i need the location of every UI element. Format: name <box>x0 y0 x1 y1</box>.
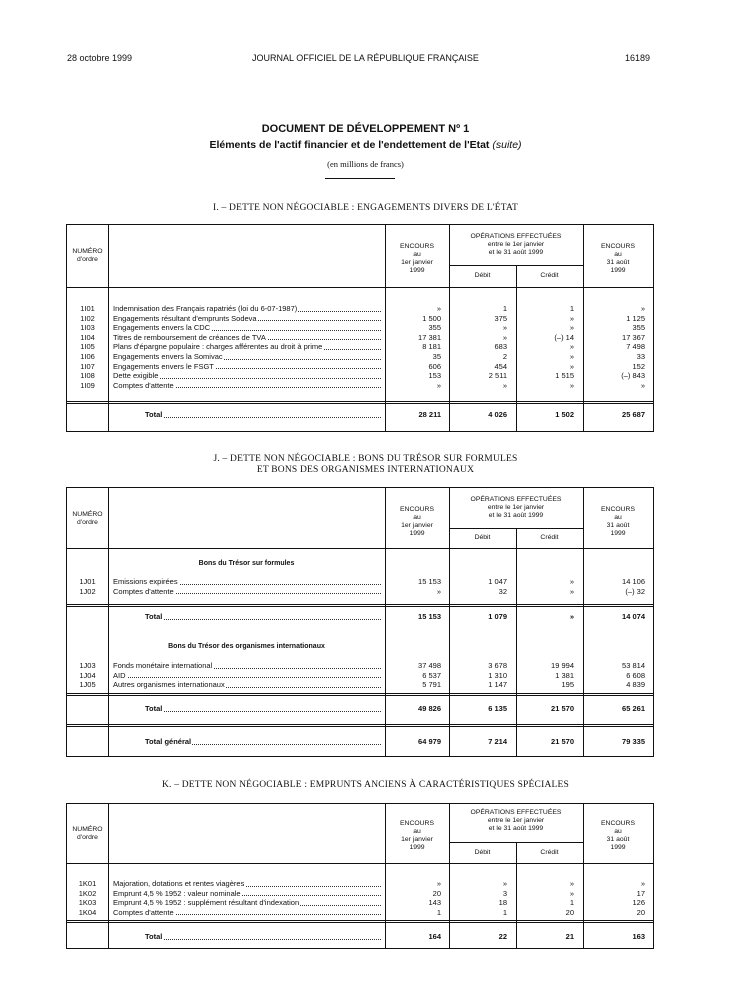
row-label: Emprunt 4,5 % 1952 : valeur nominale <box>113 889 381 899</box>
cell-end: 20 <box>636 907 645 917</box>
cell-credit: 1 381 <box>555 670 574 680</box>
total-start: 28 211 <box>418 410 441 419</box>
total-debit: 7 214 <box>488 737 507 746</box>
total-credit: 21 <box>565 932 574 941</box>
cell-start: 15 153 <box>418 577 441 586</box>
cell-end: » <box>640 304 645 313</box>
cell-start: 1 <box>436 907 441 917</box>
cell-debit: » <box>502 332 507 342</box>
cell-start: 17 381 <box>418 332 441 342</box>
cell-start: 5 791 <box>422 680 441 690</box>
cell-end: 17 367 <box>622 332 645 342</box>
total-start: 64 979 <box>418 737 441 746</box>
header-numero: NUMÉRO d'ordre <box>72 826 103 841</box>
cell-start: » <box>436 304 441 313</box>
header-encours-end: ENCOURS au 31 août 1999 <box>601 243 635 274</box>
cell-start: 8 181 <box>422 342 441 352</box>
header-operations: OPÉRATIONS EFFECTUÉES entre le 1er janvier et le 31 août 1999 <box>470 233 562 256</box>
section-k-title: K. – DETTE NON NÉGOCIABLE : EMPRUNTS ANCIENS À CARACTÉRISTIQUES SPÉCIALES <box>161 780 569 790</box>
cell-end: 17 <box>636 888 645 898</box>
cell-start: 6 537 <box>422 670 441 680</box>
row-code: 1I03 <box>80 323 95 333</box>
total-label: Total <box>145 704 381 714</box>
header-debit: Débit <box>474 849 491 856</box>
total-start: 15 153 <box>418 612 441 621</box>
cell-debit: » <box>502 380 507 390</box>
cell-credit: 1 <box>569 304 574 313</box>
row-code: 1K02 <box>78 888 97 898</box>
cell-start: 20 <box>432 888 441 898</box>
row-code: 1I01 <box>80 304 95 313</box>
section-j-title: J. – DETTE NON NÉGOCIABLE : BONS DU TRÉSOR SUR FORMULES ET BONS DES ORGANISMES INTERNATIONAUX <box>213 454 518 475</box>
row-code: 1I04 <box>80 332 95 342</box>
cell-end: 53 814 <box>622 661 645 670</box>
cell-end: 33 <box>636 352 645 361</box>
header-page-number: 16189 <box>624 53 650 63</box>
header-credit: Crédit <box>540 272 559 279</box>
header-encours-start: ENCOURS au 1er janvier 1999 <box>400 243 434 274</box>
cell-credit: 1 <box>569 898 574 908</box>
cell-credit: » <box>569 888 574 898</box>
row-code: 1J02 <box>79 586 96 596</box>
cell-debit: 3 678 <box>488 661 507 670</box>
cell-credit: » <box>569 361 574 371</box>
row-code: 1I06 <box>80 352 95 361</box>
row-label: Engagements résultant d'emprunts Sodeva <box>113 314 381 324</box>
row-label: Majoration, dotations et rentes viagères <box>113 879 381 889</box>
cell-debit: 1 <box>502 907 507 917</box>
header-debit: Débit <box>474 534 491 541</box>
cell-start: 35 <box>432 352 441 361</box>
cell-end: » <box>640 879 645 888</box>
cell-credit: 19 994 <box>551 661 574 670</box>
group-heading-formules: Bons du Trésor sur formules <box>198 560 295 567</box>
row-label: Plans d'épargne populaire : charges afférentes au droit à prime <box>113 342 381 352</box>
header-credit: Crédit <box>540 534 559 541</box>
row-label: Engagements envers la CDC <box>113 323 381 333</box>
cell-debit: 375 <box>494 313 507 323</box>
row-code: 1I05 <box>80 342 95 352</box>
cell-credit: » <box>569 586 574 596</box>
total-label: Total <box>145 932 381 942</box>
cell-credit: (–) 14 <box>554 332 574 342</box>
total-debit: 4 026 <box>488 410 507 419</box>
total-debit: 22 <box>498 932 507 941</box>
total-credit: 1 502 <box>555 410 574 419</box>
header-date: 28 octobre 1999 <box>67 53 133 63</box>
cell-credit: » <box>569 313 574 323</box>
total-end: 79 335 <box>622 737 645 746</box>
cell-start: 355 <box>428 323 441 333</box>
cell-debit: 18 <box>498 898 507 908</box>
cell-end: » <box>640 380 645 390</box>
row-label: Comptes d'attente <box>113 381 381 391</box>
document-title: DOCUMENT DE DÉVELOPPEMENT Nº 1 <box>261 123 470 135</box>
cell-end: 6 608 <box>626 670 645 680</box>
row-label: Comptes d'attente <box>113 587 381 597</box>
row-code: 1J01 <box>79 577 96 586</box>
total-end: 163 <box>632 932 645 941</box>
cell-credit: 195 <box>561 680 574 690</box>
cell-start: 1 500 <box>422 313 441 323</box>
cell-credit: 1 515 <box>555 371 574 381</box>
section-i-table <box>66 224 654 432</box>
group-heading-organismes: Bons du Trésor des organismes internationaux <box>168 643 325 650</box>
row-code: 1J03 <box>79 661 96 670</box>
cell-debit: 3 <box>502 888 507 898</box>
cell-start: 606 <box>428 361 441 371</box>
document-subtitle: Eléments de l'actif financier et de l'endettement de l'Etat (suite) <box>209 139 522 151</box>
cell-credit: » <box>569 577 574 586</box>
cell-debit: » <box>502 323 507 333</box>
cell-debit: 1 <box>502 304 507 313</box>
cell-end: 152 <box>632 361 645 371</box>
row-label: Emprunt 4,5 % 1952 : supplément résultant d'indexation <box>113 898 381 908</box>
cell-debit: 1 310 <box>488 670 507 680</box>
cell-debit: 454 <box>494 361 507 371</box>
cell-end: 4 839 <box>626 680 645 690</box>
cell-credit: » <box>569 342 574 352</box>
row-label: Autres organismes internationaux <box>113 680 381 690</box>
row-label: AID <box>113 671 381 681</box>
header-credit: Crédit <box>540 849 559 856</box>
total-start: 164 <box>428 932 441 941</box>
total-label: Total général <box>145 737 381 747</box>
total-end: 14 074 <box>622 612 645 621</box>
cell-start: » <box>436 586 441 596</box>
cell-start: » <box>436 879 441 888</box>
cell-credit: » <box>569 352 574 361</box>
row-label: Engagements envers la Somivac <box>113 352 381 362</box>
cell-debit: 683 <box>494 342 507 352</box>
header-operations: OPÉRATIONS EFFECTUÉES entre le 1er janvier et le 31 août 1999 <box>470 496 562 519</box>
cell-debit: » <box>502 879 507 888</box>
header-operations: OPÉRATIONS EFFECTUÉES entre le 1er janvier et le 31 août 1999 <box>470 809 562 832</box>
cell-debit: 32 <box>498 586 507 596</box>
cell-credit: » <box>569 380 574 390</box>
header-debit: Débit <box>474 272 491 279</box>
cell-debit: 2 <box>502 352 507 361</box>
row-code: 1K01 <box>78 879 97 888</box>
cell-start: 143 <box>428 898 441 908</box>
cell-start: » <box>436 380 441 390</box>
title-rule <box>325 178 395 179</box>
total-end: 65 261 <box>622 704 645 713</box>
row-code: 1J05 <box>79 680 96 690</box>
cell-debit: 1 147 <box>488 680 507 690</box>
section-j-table <box>66 487 654 757</box>
section-k-table <box>66 803 654 949</box>
section-i-title: I. – DETTE NON NÉGOCIABLE : ENGAGEMENTS DIVERS DE L'ÉTAT <box>212 203 519 213</box>
total-label: Total <box>145 612 381 622</box>
cell-debit: 2 511 <box>488 371 507 381</box>
total-credit: 21 570 <box>551 704 574 713</box>
cell-credit: 20 <box>565 907 574 917</box>
cell-start: 37 498 <box>418 661 441 670</box>
row-label: Emissions expirées <box>113 577 381 587</box>
row-code: 1I08 <box>80 371 95 381</box>
header-encours-start: ENCOURS au 1er janvier 1999 <box>400 506 434 537</box>
total-credit: 21 570 <box>551 737 574 746</box>
total-label: Total <box>145 410 381 420</box>
header-encours-start: ENCOURS au 1er janvier 1999 <box>400 820 434 851</box>
row-code: 1J04 <box>79 670 96 680</box>
total-debit: 1 079 <box>488 612 507 621</box>
header-numero: NUMÉRO d'ordre <box>72 511 103 526</box>
cell-start: 153 <box>428 371 441 381</box>
total-start: 49 826 <box>418 704 441 713</box>
row-label: Engagements envers le FSGT <box>113 362 381 372</box>
cell-end: 1 125 <box>626 313 645 323</box>
header-encours-end: ENCOURS au 31 août 1999 <box>601 820 635 851</box>
cell-credit: » <box>569 879 574 888</box>
row-code: 1K03 <box>78 898 97 908</box>
cell-end: (–) 32 <box>625 586 645 596</box>
row-label: Comptes d'attente <box>113 908 381 918</box>
total-end: 25 687 <box>622 410 645 419</box>
row-label: Indemnisation des Français rapatriés (loi du 6-07-1987) <box>113 304 381 314</box>
header-journal: JOURNAL OFFICIEL DE LA RÉPUBLIQUE FRANÇAISE <box>252 53 479 63</box>
cell-end: (–) 843 <box>621 371 645 381</box>
row-label: Titres de remboursement de créances de TVA <box>113 333 381 343</box>
cell-debit: 1 047 <box>488 577 507 586</box>
row-label: Dette exigible <box>113 371 381 381</box>
cell-end: 14 106 <box>622 577 645 586</box>
cell-end: 7 498 <box>626 342 645 352</box>
row-code: 1I09 <box>80 380 95 390</box>
cell-end: 126 <box>632 898 645 908</box>
total-credit: » <box>569 612 574 621</box>
row-code: 1K04 <box>78 907 97 917</box>
total-debit: 6 135 <box>488 704 507 713</box>
unit-note: (en millions de francs) <box>327 159 404 169</box>
header-numero: NUMÉRO d'ordre <box>72 248 103 263</box>
header-encours-end: ENCOURS au 31 août 1999 <box>601 506 635 537</box>
cell-credit: » <box>569 323 574 333</box>
cell-end: 355 <box>632 323 645 333</box>
row-code: 1I02 <box>80 313 95 323</box>
row-label: Fonds monétaire international <box>113 661 381 671</box>
row-code: 1I07 <box>80 361 95 371</box>
